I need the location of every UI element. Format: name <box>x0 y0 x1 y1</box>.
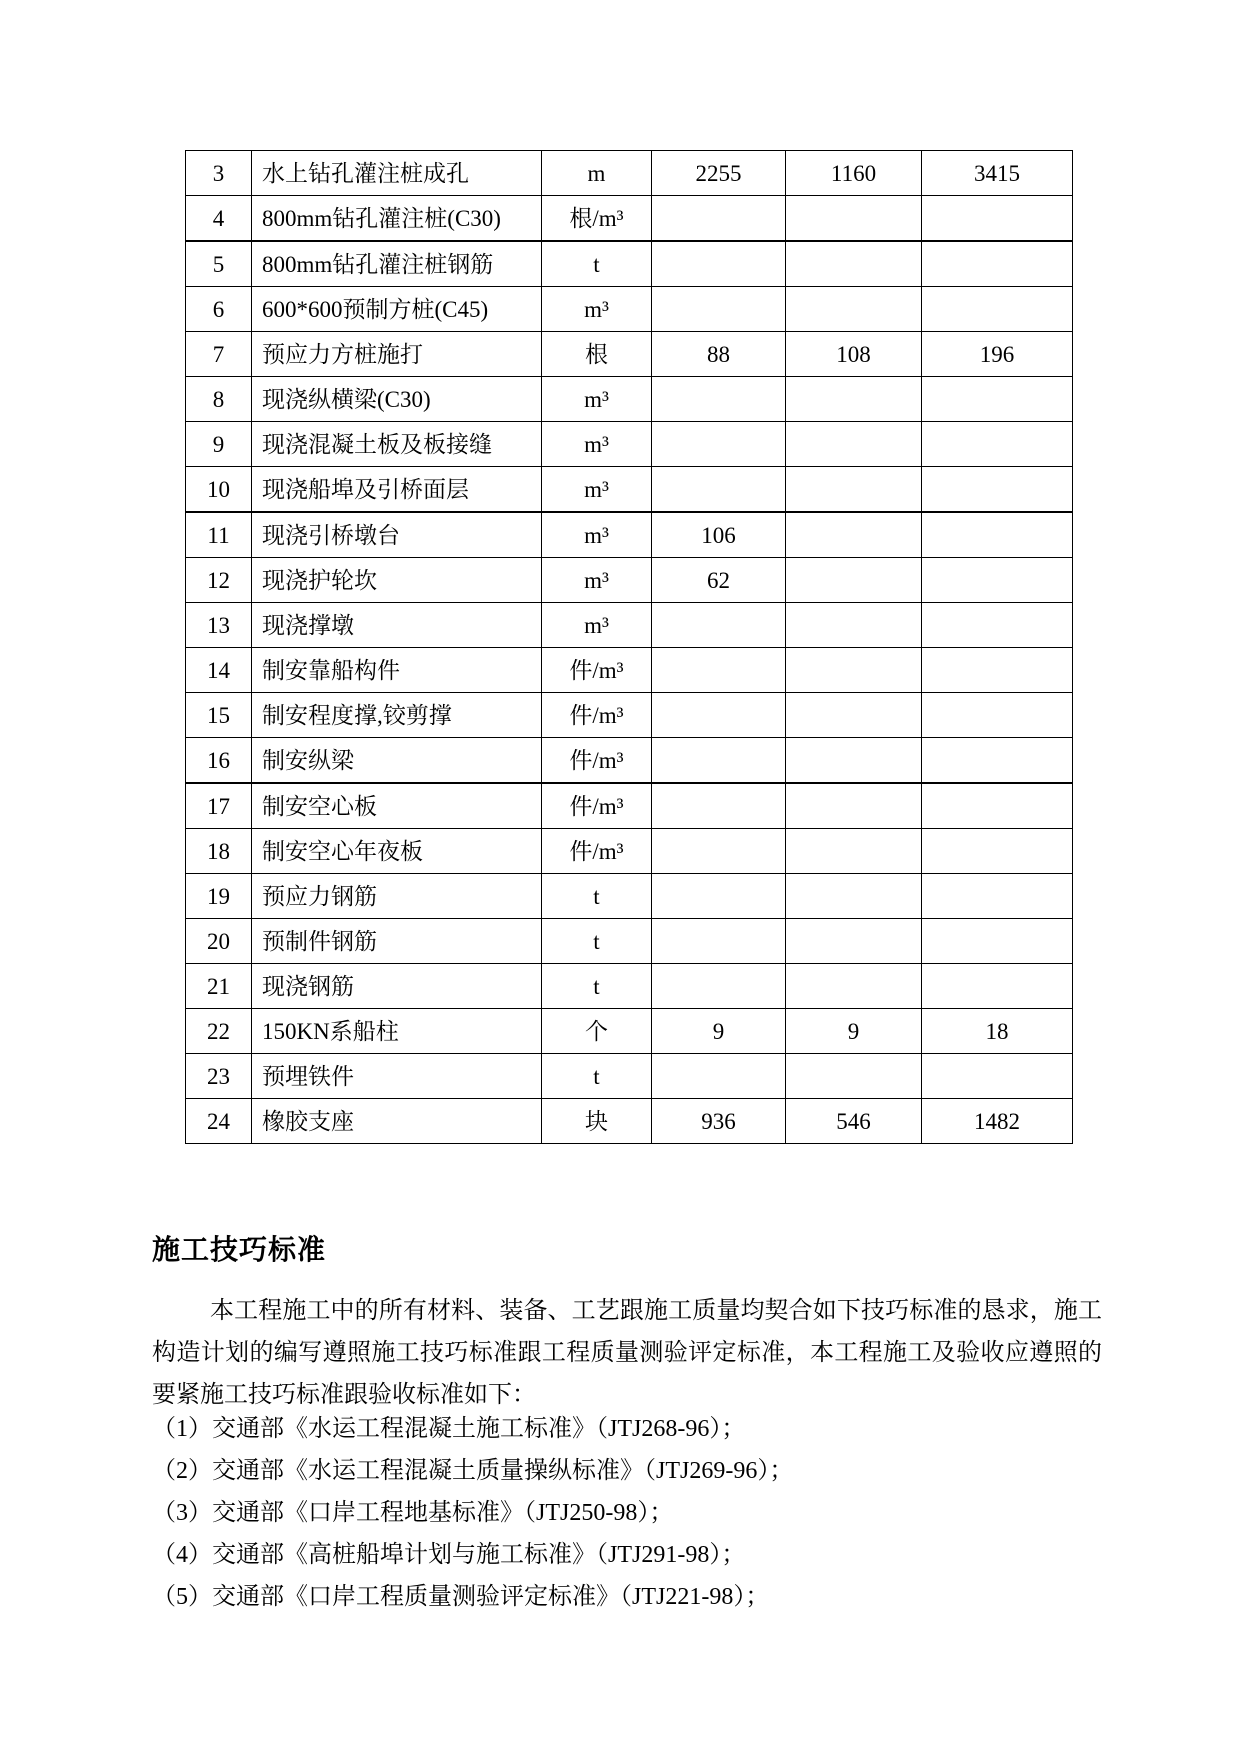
quantity-cell-2 <box>786 964 922 1009</box>
quantity-cell-2 <box>786 558 922 603</box>
table-row <box>186 1009 1073 1054</box>
quantity-cell-3 <box>922 467 1073 513</box>
item-name-cell: 水上钻孔灌注桩成孔 <box>252 151 542 196</box>
quantity-cell-2 <box>786 783 922 829</box>
unit-cell: m³ <box>542 422 652 467</box>
quantity-cell-1 <box>652 603 786 648</box>
intro-paragraph: 本工程施工中的所有材料、装备、工艺跟施工质量均契合如下技巧标准的恳求，施工构造计划的编写遵照施工技巧标准跟工程质量测验评定标准，本工程施工及验收应遵照的要紧施工技巧标准跟验收标准如下： <box>152 1298 1102 1408</box>
quantity-cell-2: 108 <box>786 332 922 377</box>
standards-list <box>152 1408 793 1618</box>
item-name-cell: 现浇撑墩 <box>252 603 542 648</box>
quantity-cell-3 <box>922 783 1073 829</box>
quantity-cell-1: 9 <box>652 1009 786 1054</box>
row-number-cell: 5 <box>186 241 252 287</box>
quantity-table <box>185 150 1073 1144</box>
item-name-cell: 600*600预制方桩(C45) <box>252 287 542 332</box>
item-name-cell: 现浇引桥墩台 <box>252 512 542 558</box>
row-number-cell: 6 <box>186 287 252 332</box>
item-name-cell: 现浇混凝土板及板接缝 <box>252 422 542 467</box>
row-number-cell: 21 <box>186 964 252 1009</box>
standard-item: （1）交通部《水运工程混凝土施工标准》（JTJ268-96）； <box>152 1416 746 1442</box>
quantity-cell-1 <box>652 287 786 332</box>
table-row <box>186 1054 1073 1099</box>
item-name-cell: 制安程度撑,铰剪撑 <box>252 693 542 738</box>
table-row <box>186 151 1073 196</box>
quantity-cell-3 <box>922 919 1073 964</box>
quantity-cell-1 <box>652 648 786 693</box>
row-number-cell: 18 <box>186 829 252 874</box>
quantity-cell-3 <box>922 964 1073 1009</box>
quantity-cell-1: 62 <box>652 558 786 603</box>
unit-cell: 件/m³ <box>542 783 652 829</box>
row-number-cell: 20 <box>186 919 252 964</box>
quantity-cell-3 <box>922 738 1073 784</box>
table-row <box>186 196 1073 242</box>
quantity-cell-2 <box>786 422 922 467</box>
item-name-cell: 150KN系船柱 <box>252 1009 542 1054</box>
item-name-cell: 现浇护轮坎 <box>252 558 542 603</box>
quantity-cell-1 <box>652 783 786 829</box>
row-number-cell: 9 <box>186 422 252 467</box>
quantity-cell-1 <box>652 874 786 919</box>
quantity-cell-1: 88 <box>652 332 786 377</box>
unit-cell: t <box>542 919 652 964</box>
quantity-cell-3 <box>922 558 1073 603</box>
table-row <box>186 738 1073 784</box>
table-row <box>186 783 1073 829</box>
quantity-cell-3 <box>922 377 1073 422</box>
quantity-cell-1 <box>652 377 786 422</box>
row-number-cell: 12 <box>186 558 252 603</box>
row-number-cell: 4 <box>186 196 252 242</box>
row-number-cell: 15 <box>186 693 252 738</box>
quantity-cell-1: 106 <box>652 512 786 558</box>
table-row <box>186 332 1073 377</box>
quantity-cell-2 <box>786 1054 922 1099</box>
item-name-cell: 制安空心年夜板 <box>252 829 542 874</box>
table-row <box>186 512 1073 558</box>
quantity-cell-2 <box>786 738 922 784</box>
item-name-cell: 现浇钢筋 <box>252 964 542 1009</box>
table-row <box>186 919 1073 964</box>
quantity-cell-1: 936 <box>652 1099 786 1144</box>
unit-cell: m <box>542 151 652 196</box>
row-number-cell: 19 <box>186 874 252 919</box>
unit-cell: 根 <box>542 332 652 377</box>
item-name-cell: 800mm钻孔灌注桩(C30) <box>252 196 542 242</box>
row-number-cell: 24 <box>186 1099 252 1144</box>
standard-item: （4）交通部《高桩船埠计划与施工标准》（JTJ291-98）； <box>152 1542 746 1568</box>
table-row <box>186 467 1073 513</box>
quantity-cell-2: 1160 <box>786 151 922 196</box>
unit-cell: 块 <box>542 1099 652 1144</box>
unit-cell: 个 <box>542 1009 652 1054</box>
quantity-cell-3 <box>922 196 1073 242</box>
table-row <box>186 422 1073 467</box>
item-name-cell: 制安纵梁 <box>252 738 542 784</box>
row-number-cell: 3 <box>186 151 252 196</box>
quantity-cell-1 <box>652 1054 786 1099</box>
quantity-cell-1 <box>652 241 786 287</box>
quantity-cell-3: 3415 <box>922 151 1073 196</box>
row-number-cell: 14 <box>186 648 252 693</box>
table-row <box>186 603 1073 648</box>
table-row <box>186 693 1073 738</box>
item-name-cell: 预应力方桩施打 <box>252 332 542 377</box>
table-row <box>186 1099 1073 1144</box>
unit-cell: t <box>542 874 652 919</box>
quantity-table-body <box>186 151 1073 1144</box>
unit-cell: m³ <box>542 603 652 648</box>
quantity-cell-1 <box>652 738 786 784</box>
quantity-cell-2 <box>786 287 922 332</box>
quantity-cell-1: 2255 <box>652 151 786 196</box>
row-number-cell: 16 <box>186 738 252 784</box>
unit-cell: m³ <box>542 512 652 558</box>
table-row <box>186 377 1073 422</box>
quantity-cell-1 <box>652 693 786 738</box>
quantity-cell-1 <box>652 919 786 964</box>
item-name-cell: 800mm钻孔灌注桩钢筋 <box>252 241 542 287</box>
quantity-cell-1 <box>652 467 786 513</box>
quantity-cell-1 <box>652 422 786 467</box>
row-number-cell: 22 <box>186 1009 252 1054</box>
quantity-cell-3 <box>922 241 1073 287</box>
unit-cell: t <box>542 964 652 1009</box>
section-title: 施工技巧标准 <box>152 1233 327 1266</box>
unit-cell: 件/m³ <box>542 648 652 693</box>
quantity-cell-3 <box>922 693 1073 738</box>
table-row <box>186 287 1073 332</box>
quantity-cell-2 <box>786 603 922 648</box>
quantity-cell-2 <box>786 512 922 558</box>
quantity-cell-3: 18 <box>922 1009 1073 1054</box>
quantity-cell-1 <box>652 829 786 874</box>
quantity-cell-3 <box>922 648 1073 693</box>
quantity-cell-3 <box>922 874 1073 919</box>
unit-cell: t <box>542 241 652 287</box>
unit-cell: 根/m³ <box>542 196 652 242</box>
table-row <box>186 648 1073 693</box>
quantity-cell-3: 196 <box>922 332 1073 377</box>
unit-cell: 件/m³ <box>542 738 652 784</box>
quantity-cell-2 <box>786 196 922 242</box>
unit-cell: 件/m³ <box>542 693 652 738</box>
quantity-cell-3: 1482 <box>922 1099 1073 1144</box>
item-name-cell: 预制件钢筋 <box>252 919 542 964</box>
quantity-cell-3 <box>922 829 1073 874</box>
item-name-cell: 制安空心板 <box>252 783 542 829</box>
item-name-cell: 现浇船埠及引桥面层 <box>252 467 542 513</box>
quantity-cell-2 <box>786 829 922 874</box>
row-number-cell: 8 <box>186 377 252 422</box>
quantity-cell-2 <box>786 467 922 513</box>
item-name-cell: 现浇纵横梁(C30) <box>252 377 542 422</box>
standard-item: （5）交通部《口岸工程质量测验评定标准》（JTJ221-98）； <box>152 1584 770 1610</box>
unit-cell: m³ <box>542 558 652 603</box>
table-row <box>186 964 1073 1009</box>
quantity-cell-2: 9 <box>786 1009 922 1054</box>
quantity-cell-3 <box>922 512 1073 558</box>
quantity-cell-2 <box>786 377 922 422</box>
quantity-cell-2 <box>786 919 922 964</box>
quantity-cell-3 <box>922 603 1073 648</box>
quantity-cell-3 <box>922 1054 1073 1099</box>
item-name-cell: 预埋铁件 <box>252 1054 542 1099</box>
quantity-cell-2: 546 <box>786 1099 922 1144</box>
table-row <box>186 874 1073 919</box>
quantity-cell-2 <box>786 874 922 919</box>
standard-item: （3）交通部《口岸工程地基标准》（JTJ250-98）； <box>152 1500 674 1526</box>
item-name-cell: 预应力钢筋 <box>252 874 542 919</box>
unit-cell: m³ <box>542 287 652 332</box>
standard-item: （2）交通部《水运工程混凝土质量操纵标准》（JTJ269-96）； <box>152 1458 794 1484</box>
table-row <box>186 558 1073 603</box>
unit-cell: m³ <box>542 467 652 513</box>
row-number-cell: 7 <box>186 332 252 377</box>
quantity-cell-3 <box>922 422 1073 467</box>
quantity-cell-2 <box>786 241 922 287</box>
unit-cell: t <box>542 1054 652 1099</box>
item-name-cell: 橡胶支座 <box>252 1099 542 1144</box>
quantity-cell-2 <box>786 693 922 738</box>
unit-cell: 件/m³ <box>542 829 652 874</box>
table-row <box>186 829 1073 874</box>
quantity-cell-1 <box>652 196 786 242</box>
table-row <box>186 241 1073 287</box>
unit-cell: m³ <box>542 377 652 422</box>
quantity-cell-1 <box>652 964 786 1009</box>
row-number-cell: 23 <box>186 1054 252 1099</box>
quantity-cell-3 <box>922 287 1073 332</box>
row-number-cell: 10 <box>186 467 252 513</box>
row-number-cell: 11 <box>186 512 252 558</box>
quantity-cell-2 <box>786 648 922 693</box>
row-number-cell: 17 <box>186 783 252 829</box>
item-name-cell: 制安靠船构件 <box>252 648 542 693</box>
row-number-cell: 13 <box>186 603 252 648</box>
